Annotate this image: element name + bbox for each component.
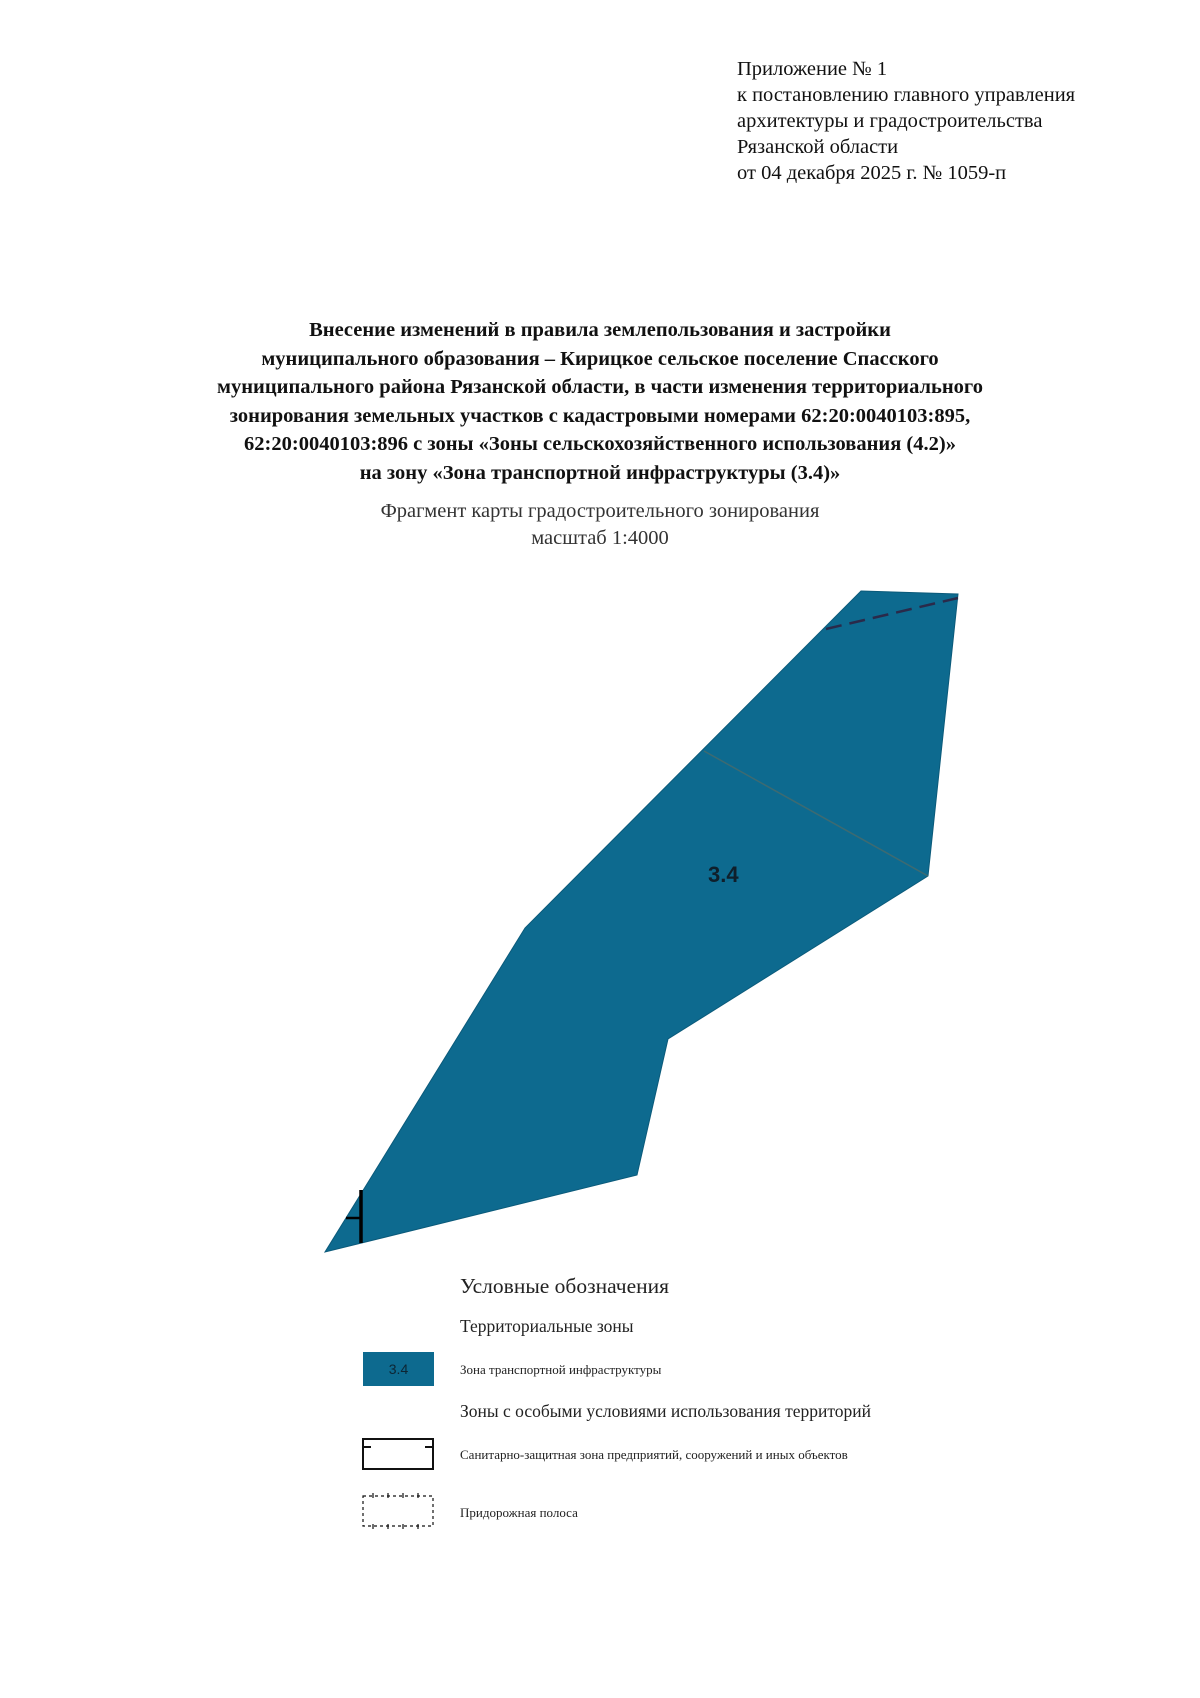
title-line: муниципального образования – Кирицкое сельское поселение Спасского <box>261 347 939 370</box>
title-line: на зону «Зона транспортной инфраструктуры (3.4)» <box>359 461 841 484</box>
sanitary-zone-icon <box>360 1436 440 1474</box>
roadside-strip-icon <box>360 1492 440 1532</box>
territorial-zones-heading: Территориальные зоны <box>460 1316 634 1336</box>
roadside-strip-text: Придорожная полоса <box>460 1505 578 1520</box>
transport-zone-swatch: 3.4 <box>363 1352 434 1386</box>
zone-polygon <box>325 591 958 1252</box>
appendix-line: к постановлению главного управления <box>737 84 1076 106</box>
title-line: 62:20:0040103:896 с зоны «Зоны сельскохозяйственного использования (4.2)» <box>244 433 956 455</box>
appendix-line: Рязанской области <box>737 136 899 158</box>
title-line: муниципального района Рязанской области, в части изменения территориального <box>217 376 983 398</box>
map-fragment-caption: Фрагмент карты градостроительного зонирования <box>380 500 820 522</box>
zone-label: 3.4 <box>708 862 739 887</box>
appendix-line: архитектуры и градостроительства <box>737 110 1043 132</box>
transport-zone-text: Зона транспортной инфраструктуры <box>460 1362 662 1377</box>
appendix-line: Приложение № 1 <box>737 58 888 80</box>
map-scale: масштаб 1:4000 <box>531 527 669 549</box>
title-line: зонирования земельных участков с кадастровыми номерами 62:20:0040103:895, <box>229 404 971 427</box>
legend-heading: Условные обозначения <box>460 1274 670 1298</box>
sanitary-zone-text: Санитарно-защитная зона предприятий, сооружений и иных объектов <box>460 1447 848 1462</box>
appendix-line: от 04 декабря 2025 г. № 1059-п <box>737 162 1007 184</box>
title-line: Внесение изменений в правила землепользования и застройки <box>309 319 891 341</box>
special-zones-heading: Зоны с особыми условиями использования территорий <box>460 1401 872 1421</box>
